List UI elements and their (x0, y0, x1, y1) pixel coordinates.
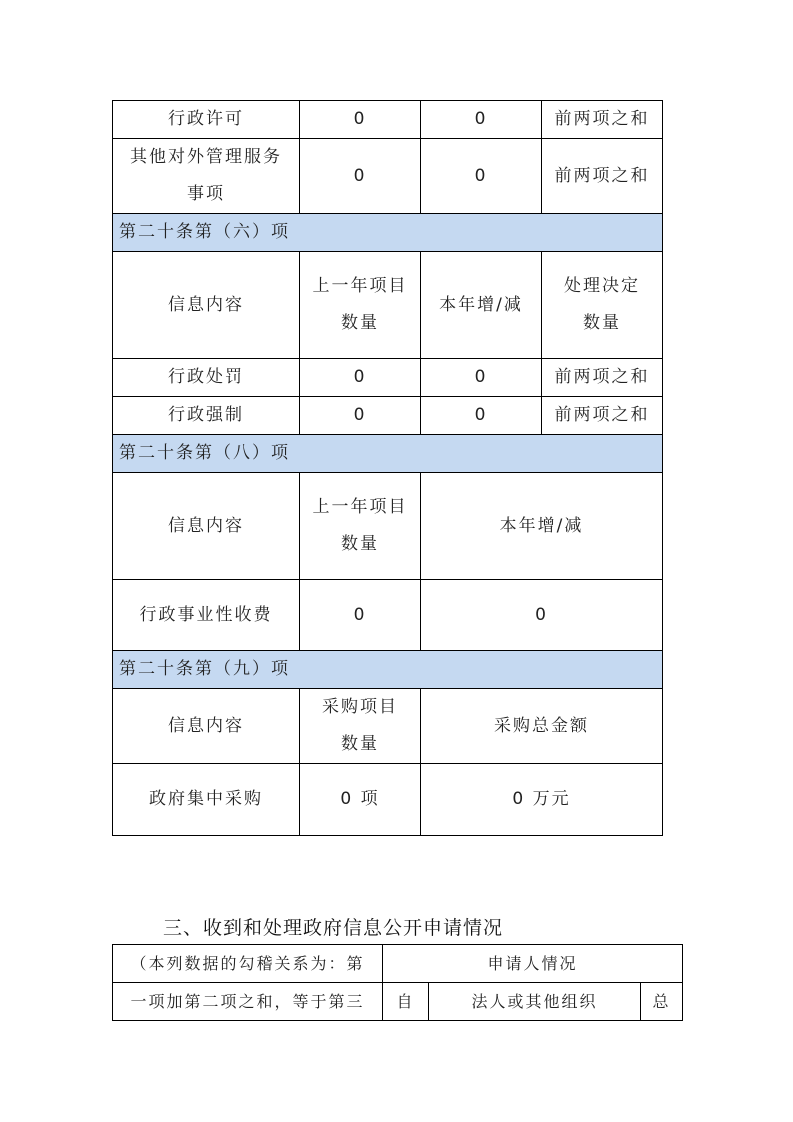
table-row (113, 397, 663, 435)
application-table (112, 944, 683, 1021)
prev-year-count: 0 (300, 580, 421, 651)
header-line: 上一年项目 (312, 497, 408, 517)
row-label: 行政处罚 (113, 359, 300, 397)
table-row (113, 359, 663, 397)
result-count: 前两项之和 (542, 139, 663, 214)
column-header-row (113, 689, 663, 764)
section-header-row (113, 214, 663, 252)
header-line: 上一年项目 (312, 276, 408, 296)
header-purchase-count (300, 689, 421, 764)
prev-year-count: 0 (300, 359, 421, 397)
col-natural-person: 自 (383, 983, 429, 1021)
section-title-6: 第二十条第（六）项 (113, 214, 663, 252)
header-line: 数量 (341, 313, 379, 333)
result-count: 前两项之和 (542, 397, 663, 435)
prev-year-count: 0 (300, 101, 421, 139)
note-line-1: （本列数据的勾稽关系为：第 (113, 945, 383, 983)
header-content: 信息内容 (113, 689, 300, 764)
header-line: 数量 (341, 734, 379, 754)
section-title-8: 第二十条第（八）项 (113, 435, 663, 473)
section-header-row (113, 651, 663, 689)
table-row (113, 945, 683, 983)
applicant-header: 申请人情况 (383, 945, 683, 983)
header-result (542, 252, 663, 359)
year-change: 0 (421, 139, 542, 214)
section-header-row (113, 435, 663, 473)
col-total: 总 (641, 983, 683, 1021)
result-count: 前两项之和 (542, 101, 663, 139)
table-row (113, 139, 663, 214)
year-change: 0 (421, 580, 663, 651)
header-change: 本年增/减 (421, 473, 663, 580)
header-prev-count (300, 473, 421, 580)
year-change: 0 (421, 397, 542, 435)
header-line: 处理决定 (564, 276, 640, 296)
header-line: 数量 (583, 313, 621, 333)
row-label: 行政事业性收费 (113, 580, 300, 651)
column-header-row (113, 252, 663, 359)
year-change: 0 (421, 359, 542, 397)
col-legal-entity: 法人或其他组织 (429, 983, 641, 1021)
note-line-2: 一项加第二项之和，等于第三 (113, 983, 383, 1021)
header-purchase-amount: 采购总金额 (421, 689, 663, 764)
prev-year-count: 0 (300, 397, 421, 435)
column-header-row (113, 473, 663, 580)
purchase-amount: 0 万元 (421, 764, 663, 836)
row-label (113, 139, 300, 214)
row-label: 行政许可 (113, 101, 300, 139)
header-change: 本年增/减 (421, 252, 542, 359)
row-label: 行政强制 (113, 397, 300, 435)
table-row (113, 764, 663, 836)
section-heading: 三、收到和处理政府信息公开申请情况 (163, 917, 504, 939)
table-row (113, 983, 683, 1021)
section-title-9: 第二十条第（九）项 (113, 651, 663, 689)
result-count: 前两项之和 (542, 359, 663, 397)
purchase-count: 0 项 (300, 764, 421, 836)
year-change: 0 (421, 101, 542, 139)
table-row (113, 101, 663, 139)
header-prev-count (300, 252, 421, 359)
header-content: 信息内容 (113, 252, 300, 359)
row-label: 政府集中采购 (113, 764, 300, 836)
disclosure-table (112, 100, 663, 836)
row-label-line2: 事项 (187, 184, 225, 204)
prev-year-count: 0 (300, 139, 421, 214)
header-line: 数量 (341, 534, 379, 554)
table-row (113, 580, 663, 651)
row-label-line1: 其他对外管理服务 (130, 147, 282, 167)
header-line: 采购项目 (322, 697, 398, 717)
header-content: 信息内容 (113, 473, 300, 580)
